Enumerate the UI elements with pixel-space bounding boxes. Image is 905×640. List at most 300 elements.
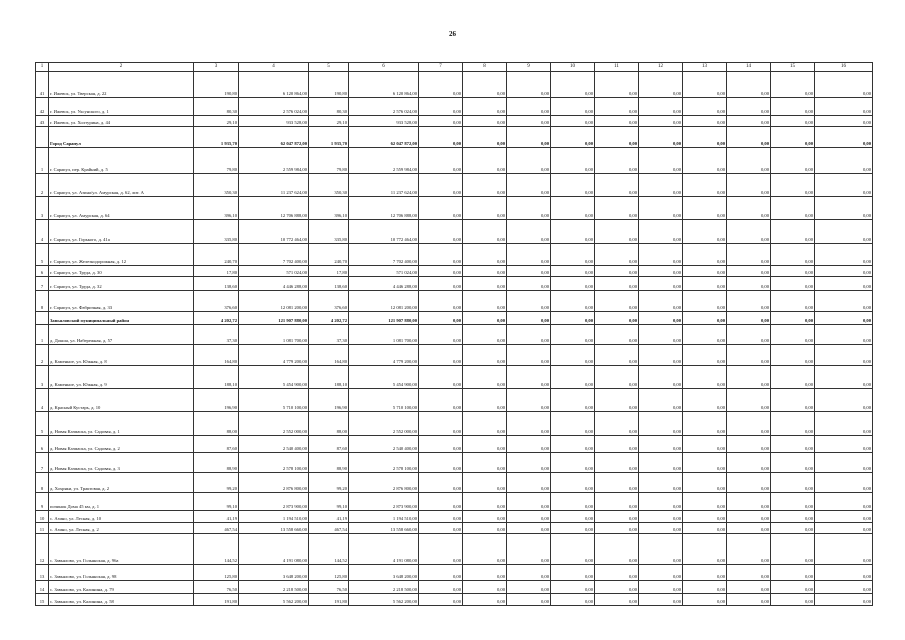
row-number: 2 bbox=[36, 174, 49, 197]
value-cell: 0,00 bbox=[507, 244, 551, 266]
row-number: 8 bbox=[36, 473, 49, 493]
cost-cell: 12 706 888,00 bbox=[239, 197, 309, 220]
address-cell: д. Хохряки, ул. Трактовая, д. 2 bbox=[49, 473, 194, 493]
area-cell: 88,90 bbox=[194, 453, 239, 473]
address-cell: г. Ижевск, ул. Холтурина, д. 44 bbox=[49, 116, 194, 127]
value-cell: 0,00 bbox=[507, 473, 551, 493]
value-cell: 0,00 bbox=[595, 436, 639, 453]
program-table bbox=[35, 62, 873, 606]
value-cell: 0,00 bbox=[771, 511, 815, 523]
value-cell: 0,00 bbox=[463, 594, 507, 606]
cost-cell: 12 706 888,00 bbox=[349, 197, 419, 220]
value-cell: 0,00 bbox=[463, 116, 507, 127]
value-cell: 0,00 bbox=[815, 534, 873, 565]
value-cell: 0,00 bbox=[595, 493, 639, 511]
value-cell: 0,00 bbox=[507, 325, 551, 345]
value-cell: 0,00 bbox=[683, 412, 727, 436]
value-cell: 0,00 bbox=[551, 174, 595, 197]
value-cell: 0,00 bbox=[815, 116, 873, 127]
value-cell: 0,00 bbox=[683, 581, 727, 594]
value-cell: 0,00 bbox=[507, 594, 551, 606]
value-cell: 0,00 bbox=[551, 98, 595, 116]
area-cell: 99,20 bbox=[309, 473, 349, 493]
cost-cell: 10 772 464,00 bbox=[349, 220, 419, 244]
value-cell: 0,00 bbox=[551, 453, 595, 473]
area-cell: 17,80 bbox=[309, 266, 349, 277]
value-cell: 0,00 bbox=[727, 389, 771, 412]
value-cell: 0,00 bbox=[727, 98, 771, 116]
value-cell: 0,00 bbox=[683, 220, 727, 244]
value-cell: 0,00 bbox=[419, 511, 463, 523]
table-row bbox=[36, 266, 873, 277]
value-cell: 0,00 bbox=[507, 581, 551, 594]
value-cell: 0,00 bbox=[727, 523, 771, 534]
value-cell: 0,00 bbox=[551, 581, 595, 594]
value-cell: 0,00 bbox=[771, 291, 815, 312]
value-cell: 0,00 bbox=[771, 312, 815, 325]
value-cell: 0,00 bbox=[463, 148, 507, 174]
value-cell: 0,00 bbox=[683, 312, 727, 325]
value-cell: 0,00 bbox=[419, 453, 463, 473]
value-cell: 0,00 bbox=[639, 453, 683, 473]
column-header: 13 bbox=[683, 63, 727, 72]
area-cell: 41,19 bbox=[194, 511, 239, 523]
column-header: 11 bbox=[595, 63, 639, 72]
address-cell: с. Азино, ул. Лесная, д. 2 bbox=[49, 523, 194, 534]
table-row bbox=[36, 174, 873, 197]
page-number: 26 bbox=[449, 30, 456, 38]
value-cell: 0,00 bbox=[815, 511, 873, 523]
cost-cell: 933 528,00 bbox=[349, 116, 419, 127]
cost-cell: 13 558 660,00 bbox=[349, 523, 419, 534]
subtotal-row bbox=[36, 127, 873, 148]
value-cell: 0,00 bbox=[551, 412, 595, 436]
address-cell: г. Сарапул, ул. Фабричная, д. 33 bbox=[49, 291, 194, 312]
area-cell: 138,60 bbox=[309, 277, 349, 291]
value-cell: 0,00 bbox=[551, 116, 595, 127]
value-cell: 0,00 bbox=[815, 197, 873, 220]
value-cell: 0,00 bbox=[463, 473, 507, 493]
value-cell: 0,00 bbox=[507, 197, 551, 220]
value-cell: 0,00 bbox=[507, 127, 551, 148]
row-number: 41 bbox=[36, 72, 49, 98]
value-cell: 0,00 bbox=[639, 412, 683, 436]
value-cell: 0,00 bbox=[815, 565, 873, 581]
address-cell: с. Завьялово, ул. Калинина, д. 58 bbox=[49, 594, 194, 606]
column-header: 8 bbox=[463, 63, 507, 72]
value-cell: 0,00 bbox=[683, 244, 727, 266]
table-row bbox=[36, 389, 873, 412]
area-cell: 350,30 bbox=[309, 174, 349, 197]
row-number: 1 bbox=[36, 148, 49, 174]
value-cell: 0,00 bbox=[463, 453, 507, 473]
table-row bbox=[36, 325, 873, 345]
cost-cell: 4 779 200,00 bbox=[239, 345, 309, 366]
value-cell: 0,00 bbox=[463, 98, 507, 116]
value-cell: 0,00 bbox=[683, 453, 727, 473]
value-cell: 0,00 bbox=[639, 220, 683, 244]
table-row bbox=[36, 436, 873, 453]
value-cell: 0,00 bbox=[595, 312, 639, 325]
value-cell: 0,00 bbox=[727, 266, 771, 277]
area-cell: 467,54 bbox=[194, 523, 239, 534]
value-cell: 0,00 bbox=[419, 581, 463, 594]
cost-cell: 2 559 984,00 bbox=[349, 148, 419, 174]
cost-cell: 933 528,00 bbox=[239, 116, 309, 127]
area-cell: 79,80 bbox=[194, 148, 239, 174]
value-cell: 0,00 bbox=[419, 493, 463, 511]
address-cell: г. Сарапул, ул. Труда, д. 30 bbox=[49, 266, 194, 277]
value-cell: 0,00 bbox=[551, 511, 595, 523]
value-cell: 0,00 bbox=[595, 511, 639, 523]
value-cell: 0,00 bbox=[419, 266, 463, 277]
cost-cell: 5 454 900,00 bbox=[239, 366, 309, 389]
value-cell: 0,00 bbox=[639, 436, 683, 453]
value-cell: 0,00 bbox=[727, 174, 771, 197]
value-cell: 0,00 bbox=[551, 277, 595, 291]
value-cell: 0,00 bbox=[771, 581, 815, 594]
value-cell: 0,00 bbox=[727, 534, 771, 565]
value-cell: 0,00 bbox=[727, 366, 771, 389]
cost-cell: 2 578 100,00 bbox=[239, 453, 309, 473]
value-cell: 0,00 bbox=[595, 291, 639, 312]
row-number: 3 bbox=[36, 366, 49, 389]
subtotal-row bbox=[36, 312, 873, 325]
value-cell: 0,00 bbox=[595, 366, 639, 389]
area-cell: 191,80 bbox=[194, 594, 239, 606]
table-row bbox=[36, 473, 873, 493]
value-cell: 0,00 bbox=[771, 277, 815, 291]
cost-cell: 2 552 000,00 bbox=[349, 412, 419, 436]
table-row bbox=[36, 453, 873, 473]
value-cell: 0,00 bbox=[683, 366, 727, 389]
cost-cell: 13 558 660,00 bbox=[239, 523, 309, 534]
value-cell: 0,00 bbox=[771, 98, 815, 116]
table-row bbox=[36, 581, 873, 594]
column-header: 6 bbox=[349, 63, 419, 72]
value-cell: 0,00 bbox=[419, 174, 463, 197]
value-cell: 0,00 bbox=[419, 244, 463, 266]
value-cell: 0,00 bbox=[639, 565, 683, 581]
address-cell: г. Сарапул, пер. Крайний, д. 5 bbox=[49, 148, 194, 174]
value-cell: 0,00 bbox=[463, 523, 507, 534]
value-cell: 0,00 bbox=[815, 473, 873, 493]
row-number: 14 bbox=[36, 581, 49, 594]
cost-cell: 2 873 900,00 bbox=[239, 493, 309, 511]
area-cell: 29,10 bbox=[309, 116, 349, 127]
value-cell: 0,00 bbox=[639, 473, 683, 493]
value-cell: 0,00 bbox=[595, 174, 639, 197]
value-cell: 0,00 bbox=[683, 594, 727, 606]
value-cell: 0,00 bbox=[815, 266, 873, 277]
cost-cell: 2 576 024,00 bbox=[349, 98, 419, 116]
cost-cell: 6 120 864,00 bbox=[239, 72, 309, 98]
value-cell: 0,00 bbox=[815, 493, 873, 511]
value-cell: 0,00 bbox=[595, 534, 639, 565]
cost-cell: 11 237 624,00 bbox=[239, 174, 309, 197]
value-cell: 0,00 bbox=[463, 244, 507, 266]
value-cell: 0,00 bbox=[551, 72, 595, 98]
value-cell: 0,00 bbox=[727, 594, 771, 606]
value-cell: 0,00 bbox=[507, 366, 551, 389]
address-cell: д. Красный Кустарь, д. 10 bbox=[49, 389, 194, 412]
address-cell: г. Сарапул, ул. Труда, д. 32 bbox=[49, 277, 194, 291]
table-row bbox=[36, 220, 873, 244]
cost-cell: 2 578 100,00 bbox=[349, 453, 419, 473]
value-cell: 0,00 bbox=[683, 436, 727, 453]
value-cell: 0,00 bbox=[727, 72, 771, 98]
value-cell: 0,00 bbox=[507, 565, 551, 581]
area-cell: 99,20 bbox=[194, 473, 239, 493]
cost-cell: 2 876 800,00 bbox=[239, 473, 309, 493]
value-cell: 0,00 bbox=[595, 266, 639, 277]
value-cell: 0,00 bbox=[463, 565, 507, 581]
value-cell: 0,00 bbox=[551, 594, 595, 606]
value-cell: 0,00 bbox=[815, 436, 873, 453]
area-cell: 138,60 bbox=[194, 277, 239, 291]
table-row bbox=[36, 565, 873, 581]
value-cell: 0,00 bbox=[507, 98, 551, 116]
area-cell: 190,80 bbox=[194, 72, 239, 98]
row-number: 43 bbox=[36, 116, 49, 127]
row-number: 1 bbox=[36, 325, 49, 345]
value-cell: 0,00 bbox=[551, 325, 595, 345]
area-cell: 144,52 bbox=[194, 534, 239, 565]
value-cell: 0,00 bbox=[419, 312, 463, 325]
cost-cell: 1 081 700,00 bbox=[239, 325, 309, 345]
cost-cell: 2 873 900,00 bbox=[349, 493, 419, 511]
value-cell: 0,00 bbox=[419, 436, 463, 453]
value-cell: 0,00 bbox=[463, 511, 507, 523]
area-cell: 80,30 bbox=[309, 98, 349, 116]
table-row bbox=[36, 523, 873, 534]
cost-cell: 7 702 400,00 bbox=[239, 244, 309, 266]
area-cell: 37,30 bbox=[194, 325, 239, 345]
cost-cell: 4 446 288,00 bbox=[239, 277, 309, 291]
address-cell: г. Сарапул, ул. Горького, д. 41а bbox=[49, 220, 194, 244]
value-cell: 0,00 bbox=[507, 148, 551, 174]
value-cell: 0,00 bbox=[727, 412, 771, 436]
cost-cell: 2 576 024,00 bbox=[239, 98, 309, 116]
value-cell: 0,00 bbox=[727, 473, 771, 493]
value-cell: 0,00 bbox=[771, 473, 815, 493]
value-cell: 0,00 bbox=[815, 291, 873, 312]
value-cell: 0,00 bbox=[639, 366, 683, 389]
value-cell: 0,00 bbox=[771, 325, 815, 345]
value-cell: 0,00 bbox=[595, 523, 639, 534]
value-cell: 0,00 bbox=[771, 174, 815, 197]
table-row bbox=[36, 197, 873, 220]
value-cell: 0,00 bbox=[815, 98, 873, 116]
value-cell: 0,00 bbox=[419, 277, 463, 291]
value-cell: 0,00 bbox=[507, 389, 551, 412]
value-cell: 0,00 bbox=[771, 148, 815, 174]
row-number: 11 bbox=[36, 523, 49, 534]
value-cell: 0,00 bbox=[463, 312, 507, 325]
cost-cell: 2 218 500,00 bbox=[349, 581, 419, 594]
value-cell: 0,00 bbox=[683, 345, 727, 366]
value-cell: 0,00 bbox=[419, 197, 463, 220]
cost-cell: 11 237 624,00 bbox=[349, 174, 419, 197]
value-cell: 0,00 bbox=[419, 98, 463, 116]
address-cell: д. Каменное, ул. Южная, д. 9 bbox=[49, 366, 194, 389]
row-number: 5 bbox=[36, 412, 49, 436]
value-cell: 0,00 bbox=[551, 220, 595, 244]
row-number: 10 bbox=[36, 511, 49, 523]
area-cell: 88,00 bbox=[309, 412, 349, 436]
value-cell: 0,00 bbox=[551, 312, 595, 325]
area-cell: 88,00 bbox=[194, 412, 239, 436]
address-cell: починок Дома 45 км, д. 1 bbox=[49, 493, 194, 511]
value-cell: 0,00 bbox=[463, 412, 507, 436]
column-header: 14 bbox=[727, 63, 771, 72]
area-cell: 125,80 bbox=[194, 565, 239, 581]
value-cell: 0,00 bbox=[815, 523, 873, 534]
value-cell: 0,00 bbox=[639, 116, 683, 127]
value-cell: 0,00 bbox=[683, 174, 727, 197]
value-cell: 0,00 bbox=[771, 565, 815, 581]
table-row bbox=[36, 366, 873, 389]
cost-cell: 4 446 288,00 bbox=[349, 277, 419, 291]
value-cell: 0,00 bbox=[419, 594, 463, 606]
value-cell: 0,00 bbox=[815, 594, 873, 606]
value-cell: 0,00 bbox=[551, 389, 595, 412]
value-cell: 0,00 bbox=[463, 197, 507, 220]
value-cell: 0,00 bbox=[639, 493, 683, 511]
area-cell: 188,10 bbox=[309, 366, 349, 389]
column-header: 7 bbox=[419, 63, 463, 72]
value-cell: 0,00 bbox=[595, 325, 639, 345]
area-cell: 87,60 bbox=[194, 436, 239, 453]
address-cell: г. Сарапул, ул. Амурская, д. 64 bbox=[49, 197, 194, 220]
area-cell: 1 935,70 bbox=[309, 127, 349, 148]
area-cell: 240,70 bbox=[309, 244, 349, 266]
table-row bbox=[36, 244, 873, 266]
area-cell: 87,60 bbox=[309, 436, 349, 453]
value-cell: 0,00 bbox=[639, 277, 683, 291]
cost-cell: 5 710 100,00 bbox=[239, 389, 309, 412]
row-number: 15 bbox=[36, 594, 49, 606]
value-cell: 0,00 bbox=[815, 581, 873, 594]
cost-cell: 4 779 200,00 bbox=[349, 345, 419, 366]
value-cell: 0,00 bbox=[419, 366, 463, 389]
value-cell: 0,00 bbox=[551, 436, 595, 453]
cost-cell: 12 081 200,00 bbox=[349, 291, 419, 312]
value-cell: 0,00 bbox=[815, 389, 873, 412]
address-cell: г. Ижевск, ул. Уксунского, д. 1 bbox=[49, 98, 194, 116]
value-cell: 0,00 bbox=[727, 220, 771, 244]
cost-cell: 3 648 200,00 bbox=[239, 565, 309, 581]
value-cell: 0,00 bbox=[507, 116, 551, 127]
value-cell: 0,00 bbox=[771, 436, 815, 453]
value-cell: 0,00 bbox=[419, 345, 463, 366]
value-cell: 0,00 bbox=[771, 412, 815, 436]
value-cell: 0,00 bbox=[419, 148, 463, 174]
value-cell: 0,00 bbox=[683, 277, 727, 291]
table-row bbox=[36, 534, 873, 565]
cost-cell: 6 120 864,00 bbox=[349, 72, 419, 98]
value-cell: 0,00 bbox=[683, 523, 727, 534]
value-cell: 0,00 bbox=[771, 72, 815, 98]
value-cell: 0,00 bbox=[771, 197, 815, 220]
value-cell: 0,00 bbox=[683, 98, 727, 116]
address-cell: г. Ижевск, ул. Тверская, д. 22 bbox=[49, 72, 194, 98]
cost-cell: 1 194 510,00 bbox=[239, 511, 309, 523]
area-cell: 4 202,72 bbox=[194, 312, 239, 325]
value-cell: 0,00 bbox=[683, 127, 727, 148]
value-cell: 0,00 bbox=[815, 174, 873, 197]
value-cell: 0,00 bbox=[507, 345, 551, 366]
area-cell: 41,19 bbox=[309, 511, 349, 523]
cost-cell: 5 562 200,00 bbox=[239, 594, 309, 606]
value-cell: 0,00 bbox=[507, 291, 551, 312]
value-cell: 0,00 bbox=[419, 523, 463, 534]
area-cell: 376,60 bbox=[194, 291, 239, 312]
table-row bbox=[36, 511, 873, 523]
value-cell: 0,00 bbox=[639, 127, 683, 148]
value-cell: 0,00 bbox=[551, 534, 595, 565]
value-cell: 0,00 bbox=[463, 220, 507, 244]
value-cell: 0,00 bbox=[815, 127, 873, 148]
value-cell: 0,00 bbox=[507, 412, 551, 436]
value-cell: 0,00 bbox=[419, 116, 463, 127]
row-number: 12 bbox=[36, 534, 49, 565]
value-cell: 0,00 bbox=[727, 345, 771, 366]
value-cell: 0,00 bbox=[771, 523, 815, 534]
value-cell: 0,00 bbox=[551, 345, 595, 366]
address-cell: д. Новая Казмаска, ул. Садовая, д. 3 bbox=[49, 453, 194, 473]
table-row bbox=[36, 345, 873, 366]
row-number bbox=[36, 127, 49, 148]
value-cell: 0,00 bbox=[463, 534, 507, 565]
value-cell: 0,00 bbox=[507, 493, 551, 511]
value-cell: 0,00 bbox=[419, 534, 463, 565]
area-cell: 37,30 bbox=[309, 325, 349, 345]
value-cell: 0,00 bbox=[507, 511, 551, 523]
value-cell: 0,00 bbox=[595, 389, 639, 412]
value-cell: 0,00 bbox=[727, 197, 771, 220]
value-cell: 0,00 bbox=[727, 277, 771, 291]
column-header: 5 bbox=[309, 63, 349, 72]
value-cell: 0,00 bbox=[727, 148, 771, 174]
value-cell: 0,00 bbox=[727, 325, 771, 345]
value-cell: 0,00 bbox=[507, 312, 551, 325]
table-row bbox=[36, 291, 873, 312]
value-cell: 0,00 bbox=[419, 220, 463, 244]
area-cell: 17,80 bbox=[194, 266, 239, 277]
area-cell: 335,80 bbox=[194, 220, 239, 244]
row-number: 4 bbox=[36, 389, 49, 412]
value-cell: 0,00 bbox=[463, 345, 507, 366]
area-cell: 164,80 bbox=[309, 345, 349, 366]
address-cell: с. Азино, ул. Лесная, д. 10 bbox=[49, 511, 194, 523]
row-number: 5 bbox=[36, 244, 49, 266]
area-cell: 99,10 bbox=[309, 493, 349, 511]
value-cell: 0,00 bbox=[639, 312, 683, 325]
value-cell: 0,00 bbox=[639, 291, 683, 312]
address-cell: с. Завьялово, ул. Гольянская, д. 96а bbox=[49, 534, 194, 565]
value-cell: 0,00 bbox=[639, 72, 683, 98]
area-cell: 350,30 bbox=[194, 174, 239, 197]
value-cell: 0,00 bbox=[727, 291, 771, 312]
value-cell: 0,00 bbox=[463, 389, 507, 412]
value-cell: 0,00 bbox=[595, 72, 639, 98]
value-cell: 0,00 bbox=[595, 473, 639, 493]
area-cell: 467,54 bbox=[309, 523, 349, 534]
value-cell: 0,00 bbox=[507, 534, 551, 565]
value-cell: 0,00 bbox=[771, 594, 815, 606]
table-row bbox=[36, 72, 873, 98]
